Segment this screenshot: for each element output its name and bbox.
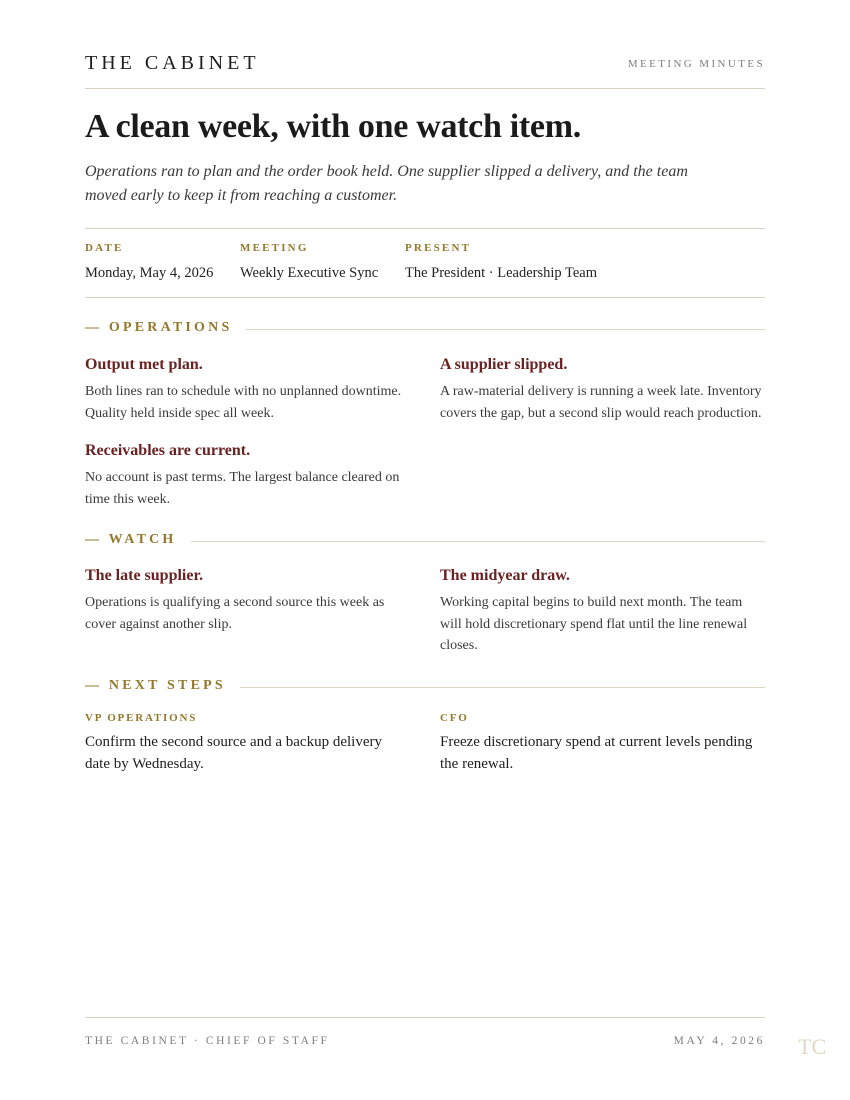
masthead [85, 50, 765, 74]
meta-meeting-value: Weekly Executive Sync [240, 265, 379, 281]
section-next-steps-title: — NEXT STEPS [85, 678, 240, 694]
next-step-cfo [440, 712, 765, 775]
footer-divider [85, 1017, 765, 1018]
item-body: Operations is qualifying a second source this week as cover against another slip. [85, 595, 385, 632]
section-watch-header [85, 532, 765, 550]
step-owner: CFO [440, 712, 469, 724]
minutes-page [85, 0, 765, 1100]
meta-divider-bottom [85, 297, 765, 298]
operations-item-output [85, 356, 410, 424]
meta-divider-top [85, 228, 765, 229]
section-operations-header [85, 320, 765, 338]
item-title: A supplier slipped. [440, 356, 568, 373]
watch-item-midyear-draw [440, 567, 765, 657]
section-operations-title: — OPERATIONS [85, 320, 246, 336]
footer-attribution: THE CABINET · CHIEF OF STAFF [85, 1035, 330, 1047]
item-title: Receivables are current. [85, 442, 251, 459]
next-step-vp-operations [85, 712, 410, 775]
summary-dek: Operations ran to plan and the order book held. One supplier slipped a delivery, and the team moved early to keep it from reaching a customer. [85, 163, 688, 204]
meta-present [405, 242, 597, 282]
step-owner: VP OPERATIONS [85, 712, 198, 724]
meta-present-label: PRESENT [405, 242, 472, 254]
watch-item-late-supplier [85, 567, 410, 635]
masthead-divider [85, 88, 765, 89]
meta-date [85, 242, 213, 282]
step-text: Confirm the second source and a backup delivery date by Wednesday. [85, 734, 382, 772]
footer-date: MAY 4, 2026 [673, 1035, 765, 1047]
section-next-steps-header [85, 678, 765, 696]
section-watch-title: — WATCH [85, 532, 191, 548]
step-text: Freeze discretionary spend at current levels pending the renewal. [440, 734, 753, 772]
meta-meeting [240, 242, 378, 282]
operations-item-supplier [440, 356, 765, 424]
item-body: Both lines ran to schedule with no unplanned downtime. Quality held inside spec all week. [85, 384, 402, 421]
meta-date-label: DATE [85, 242, 124, 254]
meta-date-value: Monday, May 4, 2026 [85, 265, 214, 281]
page-title: A clean week, with one watch item. [85, 108, 581, 145]
item-body: No account is past terms. The largest balance cleared on time this week. [85, 470, 400, 507]
item-title: The midyear draw. [440, 567, 570, 584]
item-body: A raw-material delivery is running a week late. Inventory covers the gap, but a second slip would reach production. [440, 384, 762, 421]
meeting-meta [85, 242, 765, 286]
operations-item-receivables [85, 442, 410, 510]
meta-present-value: The President · Leadership Team [405, 265, 597, 281]
item-title: The late supplier. [85, 567, 204, 584]
document-type: MEETING MINUTES [627, 58, 765, 70]
item-body: Working capital begins to build next month. The team will hold discretionary spend flat until the line renewal closes. [440, 595, 748, 653]
item-title: Output met plan. [85, 356, 203, 373]
meta-meeting-label: MEETING [240, 242, 309, 254]
monogram-logo: TC [798, 1034, 827, 1059]
brand-name: THE CABINET [85, 52, 260, 74]
